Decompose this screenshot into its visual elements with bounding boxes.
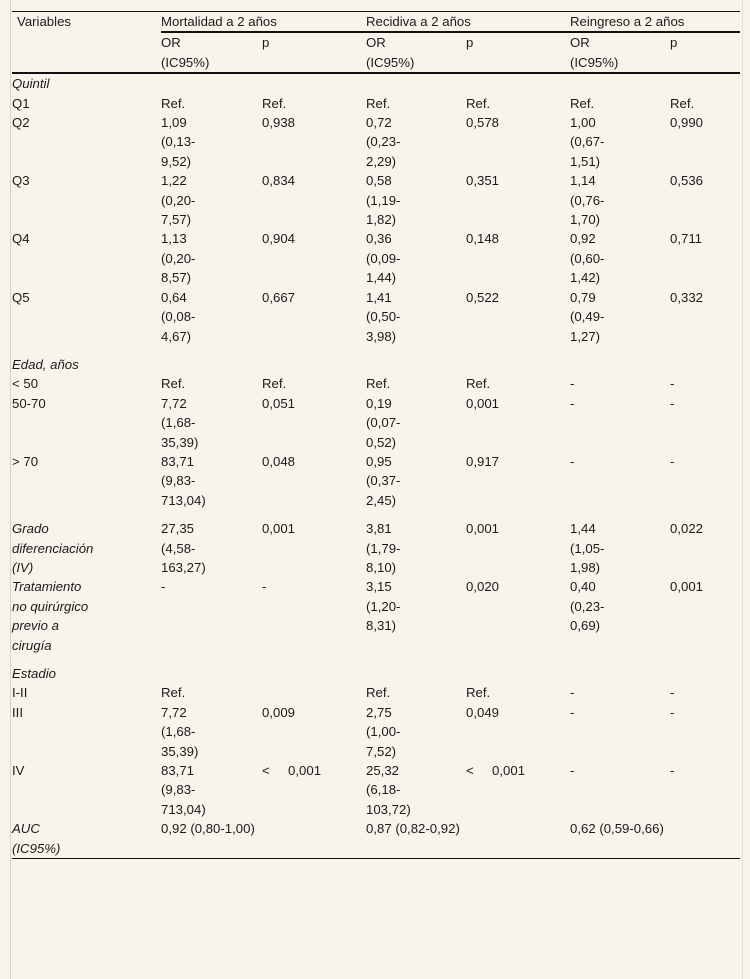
page-left-edge — [10, 0, 11, 979]
cell-or-2: 0,72 (0,23- 2,29) — [366, 115, 401, 169]
section-title: Quintil — [12, 76, 50, 92]
cell-p-2: 0,522 — [466, 289, 500, 305]
cell-p-2: < 0,001 — [466, 763, 526, 779]
cell-p-1: 0,009 — [262, 704, 296, 720]
cell-p-1: 0,048 — [262, 453, 296, 469]
row-label: Tratamiento no quirúrgico previo a cirugía — [12, 579, 89, 653]
cell-or-1: 83,71 (9,83- 713,04) — [161, 763, 206, 817]
cell-or-1: - — [161, 579, 166, 595]
cell-or-1: 1,13 (0,20- 8,57) — [161, 231, 196, 286]
cell-p-3: - — [670, 685, 675, 701]
cell-p-3: 0,711 — [670, 231, 703, 247]
empty-cell — [670, 74, 740, 93]
cell-p-1: 0,001 — [262, 521, 296, 537]
cell-or-3: 1,00 (0,67- 1,51) — [570, 115, 605, 169]
cell-or-3: - — [570, 763, 575, 779]
table-row — [12, 288, 740, 346]
cell-p-1: Ref. — [262, 376, 287, 392]
cell-or-3: 1,14 (0,76- 1,70) — [570, 173, 605, 228]
section-gap — [12, 346, 740, 355]
column-header-variables: Variables — [17, 14, 71, 29]
cell-or-2: Ref. — [366, 685, 391, 701]
cell-or-2: 3,81 (1,79- 8,10) — [366, 521, 401, 575]
cell-or-1: 1,09 (0,13- 9,52) — [161, 115, 196, 169]
cell-p-2: Ref. — [466, 685, 491, 701]
auc-value-1: 0,92 (0,80-1,00) — [161, 821, 255, 837]
group-header-1: Mortalidad a 2 años — [161, 14, 277, 29]
empty-cell — [161, 74, 262, 93]
cell-or-3: - — [570, 395, 575, 411]
cell-p-2: 0,578 — [466, 115, 500, 131]
group-header-2: Recidiva a 2 años — [366, 14, 471, 29]
row-label: > 70 — [12, 453, 39, 469]
empty-cell — [670, 355, 740, 374]
cell-p-1: 0,667 — [262, 289, 296, 305]
empty-cell — [262, 664, 366, 683]
empty-cell — [262, 74, 366, 93]
section-gap — [12, 510, 740, 519]
cell-or-3: - — [570, 704, 575, 720]
cell-p-3: - — [670, 453, 675, 469]
table-body — [12, 12, 740, 860]
empty-cell — [366, 355, 466, 374]
row-label: Grado diferenciación (IV) — [12, 521, 94, 575]
cell-or-2: 2,75 (1,00- 7,52) — [366, 704, 401, 759]
cell-or-1: 27,35 (4,58- 163,27) — [161, 521, 206, 575]
rule-bottom — [12, 859, 740, 860]
cell-p-2: Ref. — [466, 95, 491, 111]
table-row — [12, 452, 740, 510]
subheader-or-3: OR (IC95%) — [570, 35, 619, 70]
cell-or-2: 3,15 (1,20- 8,31) — [366, 579, 401, 634]
cell-or-1: 83,71 (9,83- 713,04) — [161, 453, 206, 508]
cell-p-2: 0,917 — [466, 453, 500, 469]
row-label: Q1 — [12, 95, 30, 111]
empty-cell — [466, 664, 570, 683]
cell-p-3: 0,332 — [670, 289, 704, 305]
cell-p-3: - — [670, 763, 675, 779]
empty-cell — [466, 355, 570, 374]
cell-or-3: - — [570, 453, 575, 469]
auc-value-2: 0,87 (0,82-0,92) — [366, 821, 460, 837]
auc-value-3: 0,62 (0,59-0,66) — [570, 821, 664, 837]
cell-or-2: 25,32 (6,18- 103,72) — [366, 763, 411, 817]
cell-p-2: 0,148 — [466, 231, 500, 247]
row-label: Q2 — [12, 115, 30, 131]
row-label: III — [12, 704, 23, 720]
subheader-p-1: p — [262, 35, 270, 51]
cell-p-1: 0,051 — [262, 395, 296, 411]
row-label: I-II — [12, 685, 28, 701]
table-row — [12, 394, 740, 452]
row-label: 50-70 — [12, 395, 46, 411]
cell-or-2: 1,41 (0,50- 3,98) — [366, 289, 401, 344]
cell-p-1 — [262, 683, 366, 702]
cell-or-3: - — [570, 685, 575, 701]
row-label: Q4 — [12, 231, 30, 247]
subheader-blank — [12, 32, 161, 73]
cell-or-3: - — [570, 376, 575, 392]
cell-or-3: Ref. — [570, 95, 595, 111]
subheader-p-2: p — [466, 35, 474, 51]
results-table — [12, 11, 740, 859]
group-header-3: Reingreso a 2 años — [570, 14, 685, 29]
cell-p-1: - — [262, 579, 267, 595]
subheader-or-2: OR (IC95%) — [366, 35, 415, 70]
cell-or-1: 0,64 (0,08- 4,67) — [161, 289, 196, 344]
empty-cell — [570, 355, 670, 374]
cell-p-3: - — [670, 376, 675, 392]
cell-p-1: 0,904 — [262, 231, 296, 247]
cell-p-3: 0,990 — [670, 115, 704, 131]
table-row — [12, 94, 740, 113]
cell-or-2: 0,19 (0,07- 0,52) — [366, 395, 401, 450]
cell-p-2: 0,001 — [466, 521, 500, 537]
table-row — [12, 761, 740, 819]
row-label: < 50 — [12, 376, 39, 392]
cell-or-3: 0,40 (0,23- 0,69) — [570, 579, 605, 634]
row-label: IV — [12, 763, 25, 779]
table-row — [12, 577, 740, 655]
cell-or-2: Ref. — [366, 376, 391, 392]
table-row — [12, 519, 740, 577]
cell-p-1: 0,834 — [262, 173, 296, 189]
section-title: Estadio — [12, 666, 56, 681]
cell-p-2: 0,351 — [466, 173, 500, 189]
cell-p-3: 0,001 — [670, 579, 704, 595]
table-row — [12, 683, 740, 702]
cell-or-3: 0,92 (0,60- 1,42) — [570, 231, 605, 286]
cell-or-2: Ref. — [366, 95, 391, 111]
cell-or-2: 0,95 (0,37- 2,45) — [366, 453, 401, 508]
table-row — [12, 171, 740, 229]
cell-p-2: 0,020 — [466, 579, 500, 595]
subheader-p-3: p — [670, 35, 678, 51]
empty-cell — [570, 74, 670, 93]
empty-cell — [262, 355, 366, 374]
table-row — [12, 374, 740, 393]
section-title: Edad, años — [12, 356, 79, 372]
empty-cell — [670, 664, 740, 683]
empty-cell — [161, 664, 262, 683]
cell-p-3: Ref. — [670, 95, 695, 111]
cell-p-1: 0,938 — [262, 115, 296, 131]
table-row — [12, 113, 740, 171]
subheader-or-1: OR (IC95%) — [161, 35, 210, 70]
cell-p-3: - — [670, 704, 675, 720]
cell-p-2: 0,049 — [466, 704, 500, 720]
empty-cell — [366, 664, 466, 683]
empty-cell — [366, 74, 466, 93]
cell-or-3: 1,44 (1,05- 1,98) — [570, 521, 605, 575]
empty-cell — [161, 355, 262, 374]
cell-or-2: 0,58 (1,19- 1,82) — [366, 173, 401, 228]
table-row — [12, 703, 740, 761]
page-right-edge — [742, 0, 743, 979]
cell-or-1: Ref. — [161, 95, 186, 111]
cell-p-3: 0,022 — [670, 521, 704, 537]
auc-row — [12, 819, 740, 858]
cell-or-1: Ref. — [161, 685, 186, 701]
row-label: Q5 — [12, 289, 30, 305]
cell-or-2: 0,36 (0,09- 1,44) — [366, 231, 401, 286]
table-row — [12, 229, 740, 287]
cell-or-3: 0,79 (0,49- 1,27) — [570, 289, 605, 344]
cell-p-2: Ref. — [466, 376, 491, 392]
cell-p-1: < 0,001 — [262, 763, 322, 779]
empty-cell — [466, 74, 570, 93]
row-label: Q3 — [12, 173, 30, 189]
cell-or-1: 7,72 (1,68- 35,39) — [161, 704, 199, 759]
auc-label: AUC (IC95%) — [12, 821, 61, 856]
section-gap — [12, 655, 740, 664]
cell-p-3: - — [670, 395, 675, 411]
cell-p-1: Ref. — [262, 95, 287, 111]
empty-cell — [570, 664, 670, 683]
cell-p-2: 0,001 — [466, 395, 500, 411]
cell-p-3: 0,536 — [670, 173, 704, 189]
cell-or-1: 7,72 (1,68- 35,39) — [161, 395, 199, 450]
cell-or-1: 1,22 (0,20- 7,57) — [161, 173, 196, 228]
cell-or-1: Ref. — [161, 376, 186, 392]
